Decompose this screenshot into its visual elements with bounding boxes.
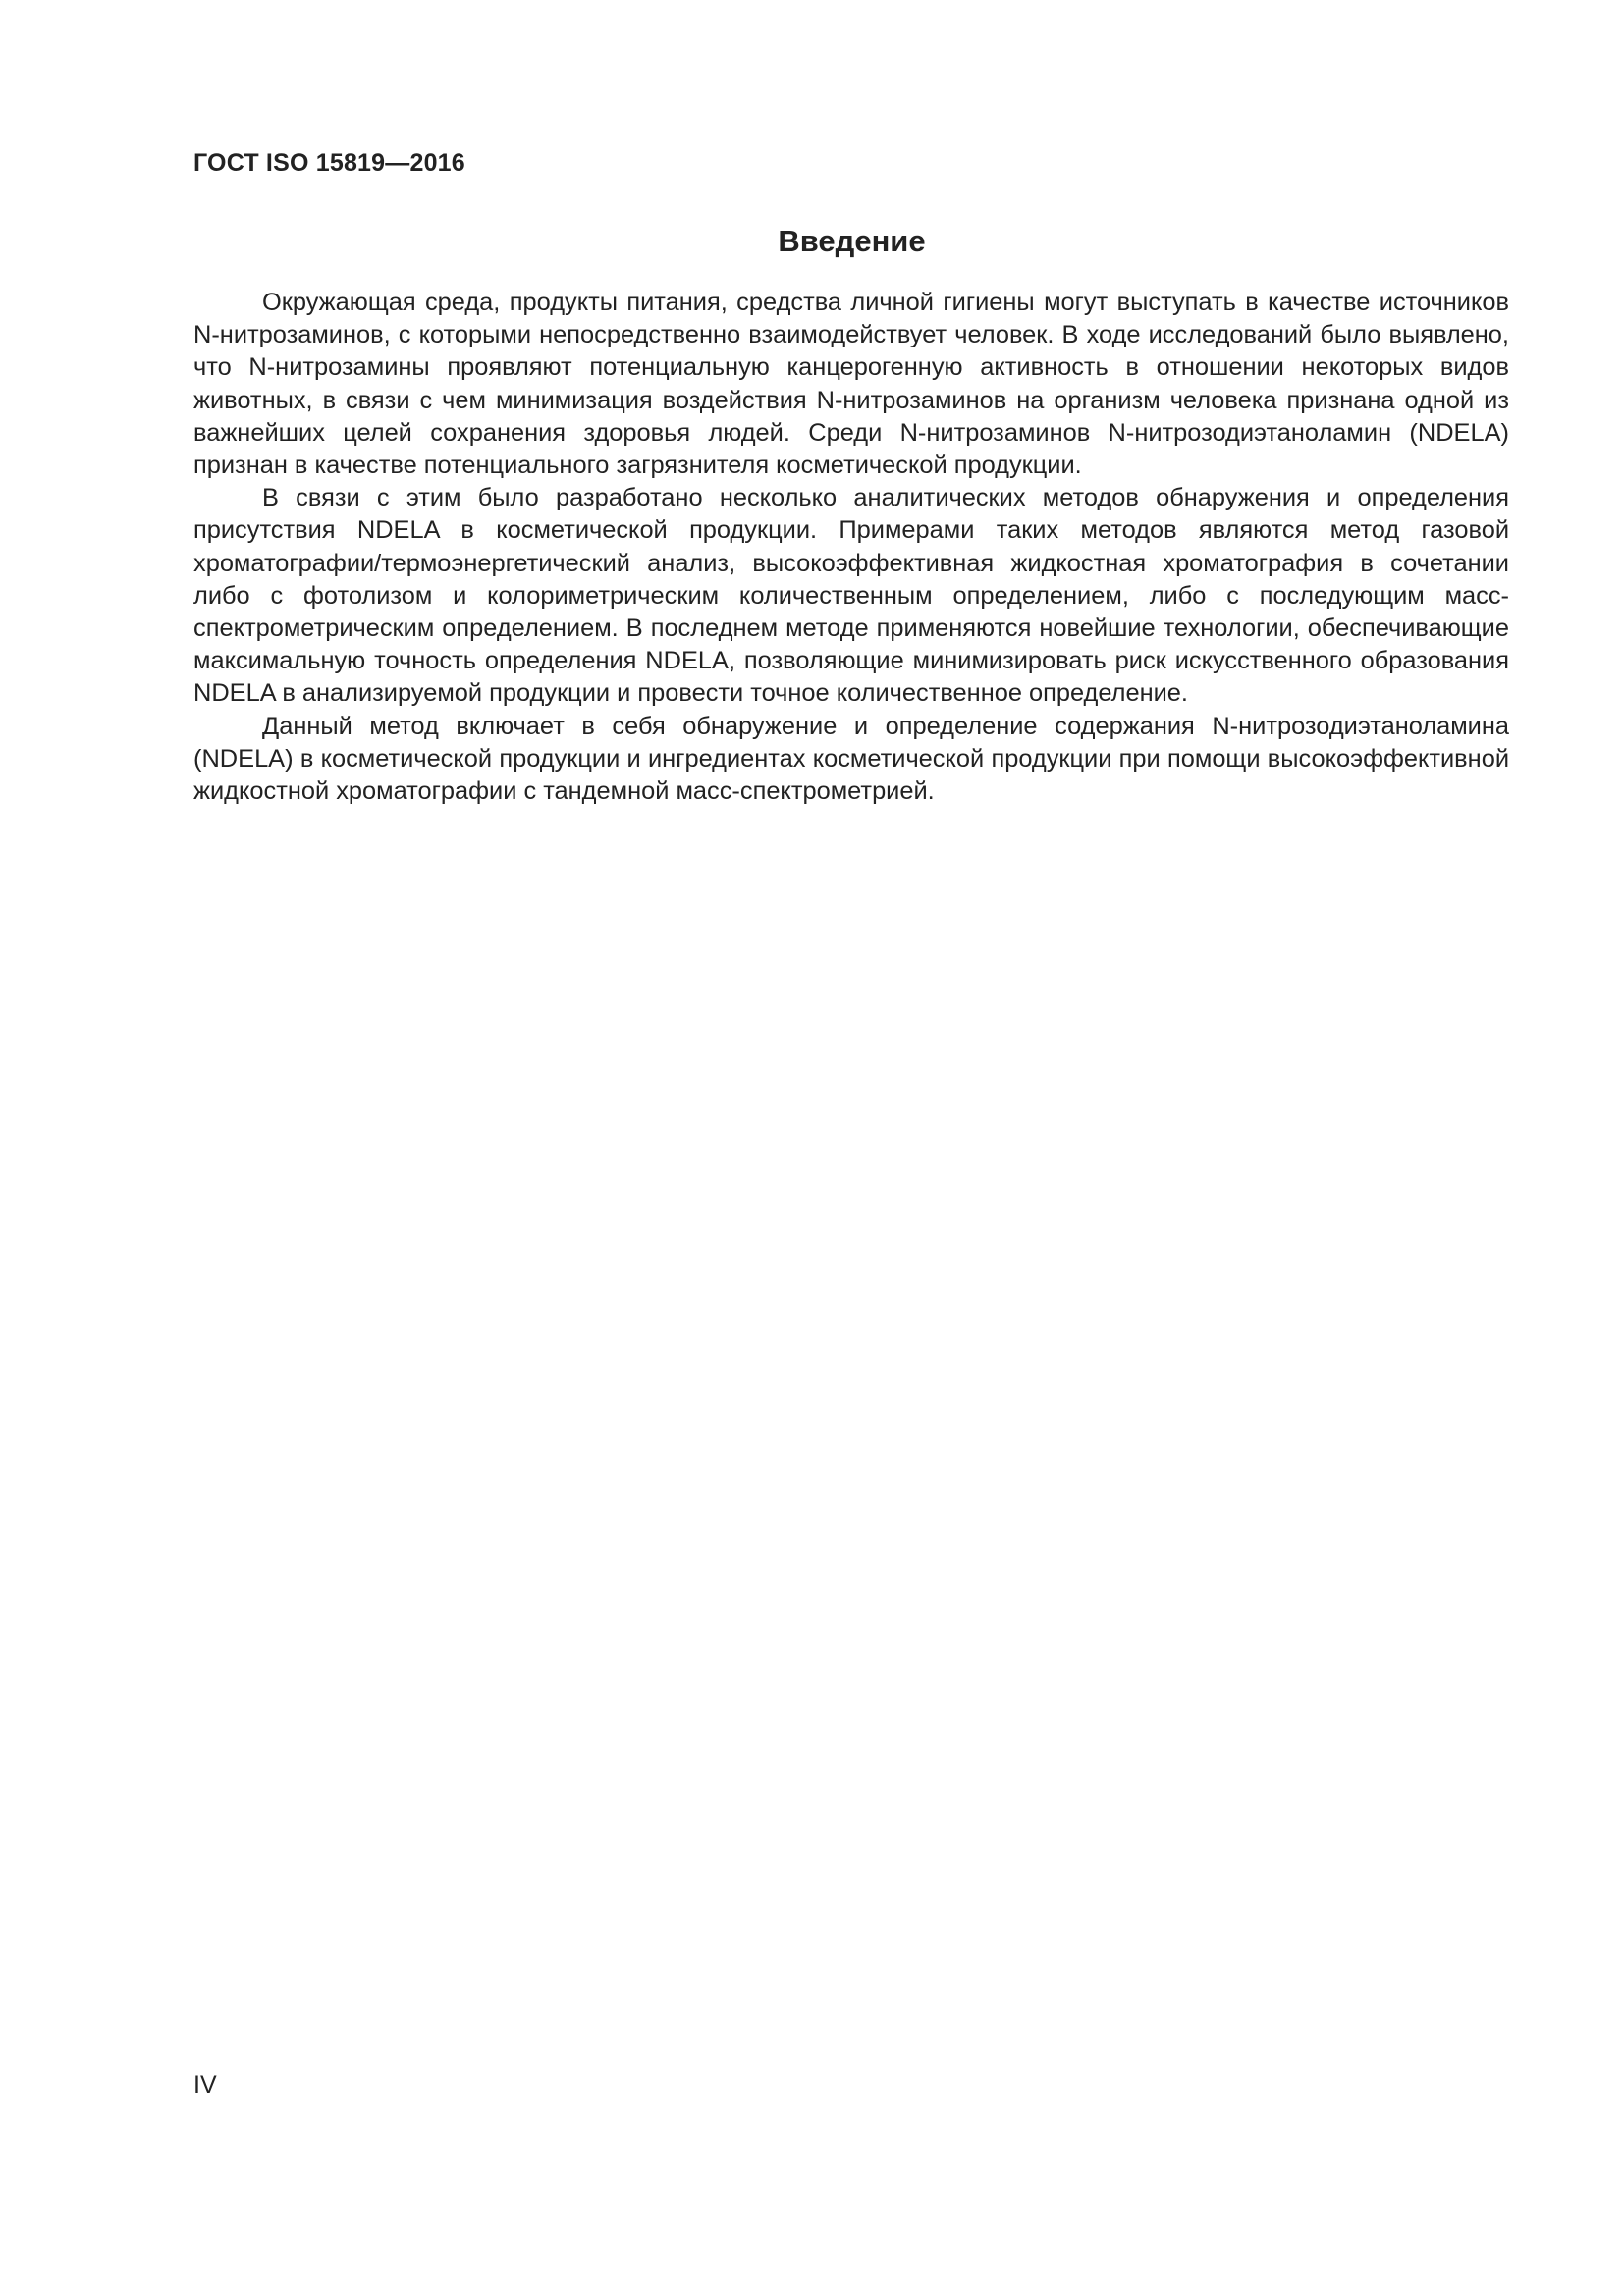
paragraph-1: Окружающая среда, продукты питания, средства личной гигиены могут выступать в качестве источников N-нитрозаминов, с которыми непосредственно взаимодействует человек. В ходе исследований было выявлено, что N-нитрозамины проявляют потенциальную канцерогенную активность в отношении некоторых видов животных, в связи с чем минимизация воздействия N-нитрозаминов на организм человека признана одной из важнейших целей сохранения здоровья людей. Среди N-нитрозаминов N-нитрозодиэтаноламин (NDELA) признан в качестве потенциального загрязнителя косметической продукции. (193, 289, 1509, 480)
paragraph-3: Данный метод включает в себя обнаружение и определение содержания N-нитрозодиэтаноламина (NDELA) в косметической продукции и ингредиентах косметической продукции при помощи высокоэффективной жидкостной хроматографии с тандемной масс-спектрометрией. (193, 712, 1509, 806)
section-title: Введение (778, 224, 926, 258)
document-code: ГОСТ ISO 15819—2016 (193, 149, 465, 177)
paragraph-2: В связи с этим было разработано несколько аналитических методов обнаружения и определения присутствия NDELA в косметической продукции. Примерами таких методов являются метод газовой хроматографии/термоэнергетический анализ, высокоэффективная жидкостная хроматография в сочетании либо с фотолизом и колориметрическим количественным определением, либо с последующим масс-спектрометрическим определением. В последнем методе применяются новейшие технологии, обеспечивающие максимальную точность определения NDELA, позволяющие минимизировать риск искусственного образования NDELA в анализируемой продукции и провести точное количественное определение. (193, 484, 1509, 708)
section-body (193, 287, 1509, 808)
page-number: IV (193, 2071, 217, 2099)
